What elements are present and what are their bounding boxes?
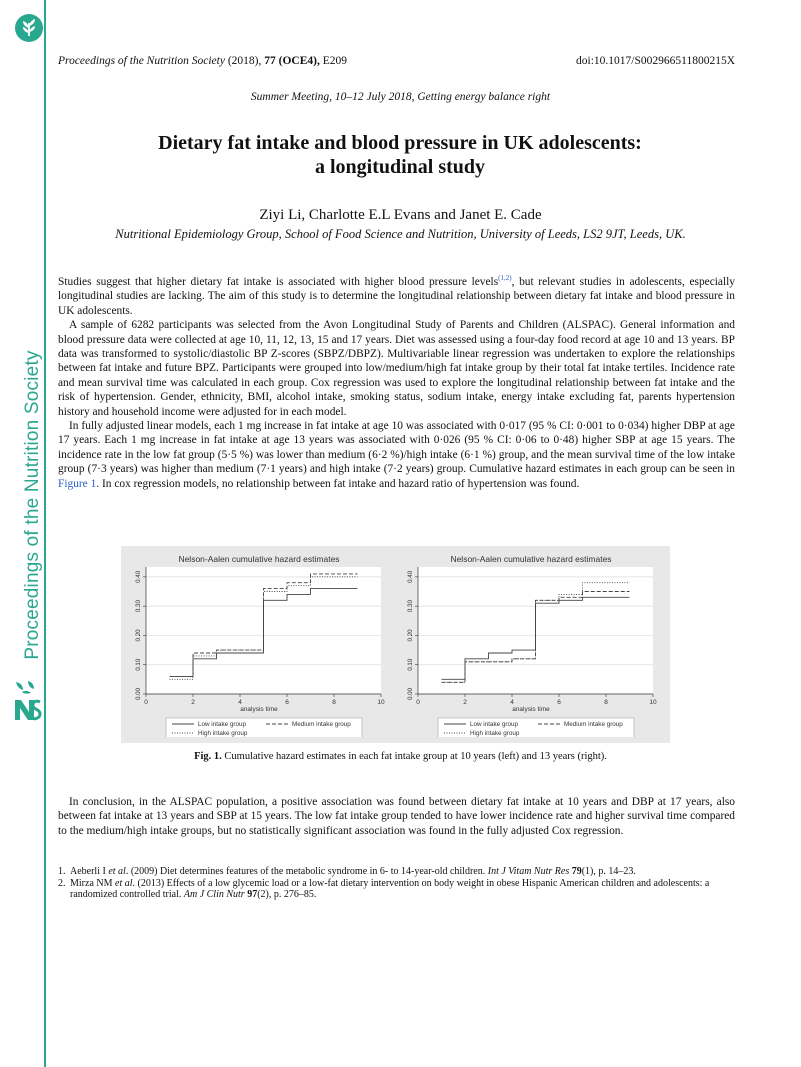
x-tick-label: 10 [649, 699, 657, 706]
reference-item: 2. Mirza NM et al. (2013) Effects of a low glycemic load or a low-fat dietary intervention on body weight in obese Hispanic American children and adolescents: a randomized controlled trial. Am J Clin Nutr 97(2), p. 276–85. [58, 877, 710, 900]
ns-logo-icon [12, 680, 42, 722]
y-tick-label: 0.20 [135, 629, 142, 642]
paragraph-conclusion: In conclusion, in the ALSPAC population, a positive association was found between dietary fat intake at 10 years and DBP at 17 years, also between fat intake at 13 years and SBP at 15 years. The low fat intake group tended to have lower incidence rate and higher survival time compared to the medium/high intake groups, but no statistically significant association was found in the fully adjusted Cox regression. [58, 796, 735, 837]
reference-item: 1. Aeberli I et al. (2009) Diet determines features of the metabolic syndrome in 6- to 14-year-old children. Int J Vitam Nutr Res 79(1), p. 14–23. [58, 866, 636, 877]
chart-title: Nelson-Aalen cumulative hazard estimates [178, 554, 340, 564]
legend-label: Low intake group [198, 721, 246, 728]
x-tick-label: 2 [463, 699, 467, 706]
y-tick-label: 0.30 [407, 600, 414, 613]
x-tick-label: 8 [604, 699, 608, 706]
legend-label: Low intake group [470, 721, 518, 728]
y-tick-label: 0.10 [407, 658, 414, 671]
y-tick-label: 0.40 [135, 570, 142, 583]
x-axis-label: analysis time [240, 706, 278, 713]
leaf-logo-icon [15, 14, 43, 42]
legend-label: Medium intake group [292, 721, 351, 728]
header-journal: Proceedings of the Nutrition Society [58, 55, 225, 67]
x-tick-label: 6 [285, 699, 289, 706]
x-tick-label: 0 [144, 699, 148, 706]
figure-1 [121, 546, 670, 743]
meeting-line: Summer Meeting, 10–12 July 2018, Getting energy balance right [250, 91, 551, 103]
conclusion-body [58, 795, 735, 838]
x-tick-label: 10 [377, 699, 385, 706]
paragraph-results: In fully adjusted linear models, each 1 mg increase in fat intake at age 10 was associated with 0·017 (95 % CI: 0·001 to 0·034) higher DBP at age 17 years. Each 1 mg increase in fat intake at age 13 years was associated with 0·026 (95 % CI: 0·06 to 0·48) higher SBP at age 15 years. The incidence rate in the low fat group (5·5 %) was lower than medium (6·2 %)/high intake (6·1 %) group, and the mean survival time of the low intake group (7·3 years) was higher than medium (7·1 years) and high intake (7·2 years) group. Cumulative hazard estimates in each group can be seen in Figure 1. In cox regression models, no relationship between fat intake and hazard ratio of hypertension was found. [58, 420, 735, 490]
x-tick-label: 0 [416, 699, 420, 706]
header-year: (2018), [227, 55, 262, 67]
paragraph-intro: Studies suggest that higher dietary fat intake is associated with higher blood pressure levels$^{(1,2)}$, but relevant studies in adolescents, especially longitudinal studies are lacking. The aim of this study is to determine the longitudinal relationship between dietary fat intake and blood pressure in UK adolescents. [58, 274, 736, 317]
chart-title: Nelson-Aalen cumulative hazard estimates [450, 554, 612, 564]
x-axis-label: analysis time [512, 706, 550, 713]
title-line-1: Dietary fat intake and blood pressure in UK adolescents: [158, 132, 642, 154]
title-line-2: a longitudinal study [314, 156, 486, 178]
x-tick-label: 2 [191, 699, 195, 706]
references [58, 866, 735, 901]
y-tick-label: 0.40 [407, 570, 414, 583]
x-tick-label: 6 [557, 699, 561, 706]
figure-caption [0, 751, 801, 762]
authors: Ziyi Li, Charlotte E.L Evans and Janet E. Cade [259, 207, 542, 223]
citation-link[interactable]: (1,2) [498, 274, 512, 283]
hazard-chart-right [398, 551, 665, 737]
affiliation: Nutritional Epidemiology Group, School of Food Science and Nutrition, University of Leeds, LS2 9JT, Leeds, UK. [115, 227, 686, 241]
x-tick-label: 4 [238, 699, 242, 706]
header-article: E209 [322, 55, 347, 67]
paragraph-methods: A sample of 6282 participants was selected from the Avon Longitudinal Study of Parents and Children (ALSPAC). General information and blood pressure data were collected at age 10, 11, 12, 13, 15 and 17 years. Diet was assessed using a four-day food record at age 10 and 13 years. BP data was transformed to systolic/diastolic BP Z-scores (SBPZ/DBPZ). Multivariable linear regression was undertaken to explore the relationships between fat intake and future BPZ. Participants were grouped into low/medium/high fat intake group by their total fat intake tertiles. Incidence rate and mean survival time was calculated in each group. Cox regression was used to explore the longitudinal relationship between fat intake and the risk of hypertension. Gender, ethnicity, BMI, alcohol intake, smoking status, sodium intake, energy intake excluding fat, parents hypertension history and household income were adjusted for in each model. [58, 319, 735, 418]
figure-caption-label: Fig. 1. [194, 751, 222, 762]
hazard-chart-left [126, 551, 393, 737]
y-tick-label: 0.00 [135, 687, 142, 701]
figure-caption-text: Cumulative hazard estimates in each fat intake group at 10 years (left) and 13 years (right). [224, 751, 607, 762]
header-doi: doi:10.1017/S002966511800215X [576, 55, 735, 67]
header-volume: 77 (OCE4), [264, 55, 320, 67]
abstract-body [58, 275, 735, 491]
legend-label: High intake group [470, 730, 520, 737]
sidebar-journal-name: Proceedings of the Nutrition Society [22, 350, 43, 660]
y-tick-label: 0.00 [407, 687, 414, 701]
x-tick-label: 8 [332, 699, 336, 706]
y-tick-label: 0.30 [135, 600, 142, 613]
legend-label: Medium intake group [564, 721, 623, 728]
figure-1-link[interactable]: Figure 1 [58, 477, 97, 490]
y-tick-label: 0.20 [407, 629, 414, 642]
running-header [58, 55, 347, 67]
legend-label: High intake group [198, 730, 248, 737]
y-tick-label: 0.10 [135, 658, 142, 671]
x-tick-label: 4 [510, 699, 514, 706]
sidebar-rule [44, 0, 46, 1067]
page-title [60, 131, 740, 179]
